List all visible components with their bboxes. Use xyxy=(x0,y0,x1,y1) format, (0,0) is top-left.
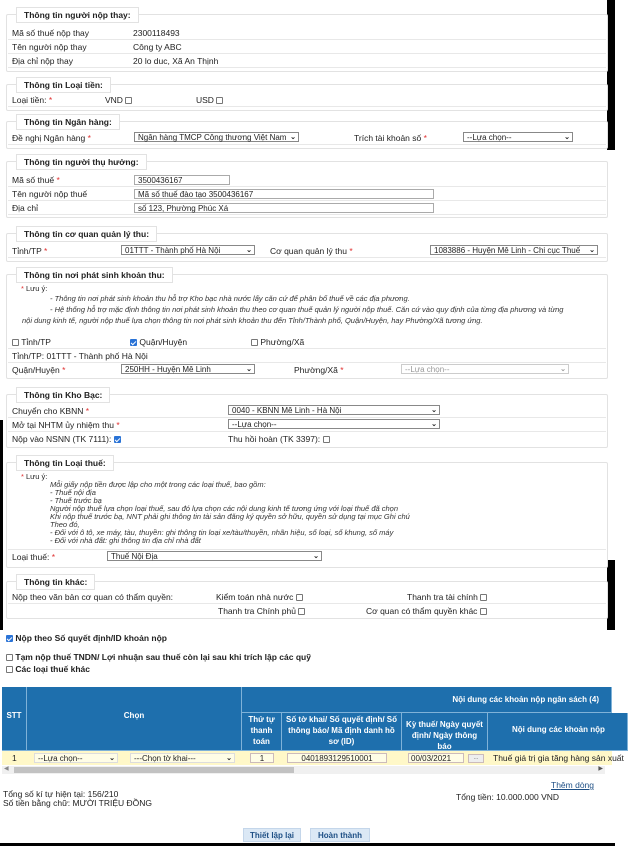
by-decision-checkbox[interactable] xyxy=(6,635,13,642)
bank-value: Ngân hàng TMCP Công thương Việt Nam xyxy=(138,133,287,142)
ward-scope-checkbox[interactable] xyxy=(251,339,258,346)
provisional-checkbox[interactable] xyxy=(6,654,13,661)
bank-section xyxy=(6,117,608,149)
col-header-order: Thứ tự thanh toán xyxy=(242,713,282,751)
required-mark: * xyxy=(85,406,90,416)
payer-substitute-section xyxy=(6,10,608,72)
required-mark: * xyxy=(51,552,56,562)
required-mark: * xyxy=(43,246,48,256)
info-row xyxy=(8,549,606,563)
other-authority-label: Cơ quan có thẩm quyền khác xyxy=(366,606,478,616)
info-row xyxy=(8,187,606,201)
authority-section xyxy=(6,229,608,262)
bank-label: Đề nghị Ngân hàng xyxy=(12,133,86,143)
content-value: Thuế giá trị gia tăng hàng sản xuất xyxy=(493,753,624,763)
chevron-down-icon: ⌄ xyxy=(246,247,252,254)
group-header-budget: Nội dung các khoản nộp ngân sách (4) xyxy=(242,687,612,713)
tax-type-value: Thuế Nội Địa xyxy=(111,552,158,561)
info-row xyxy=(8,432,606,445)
account-label: Trích tài khoản số xyxy=(354,133,422,143)
ward-value: --Lựa chọn-- xyxy=(405,365,450,374)
chevron-down-icon: ⌄ xyxy=(313,553,319,560)
currency-label: Loại tiền: xyxy=(12,95,47,105)
ward-select[interactable] xyxy=(401,364,569,374)
other-taxes-checkbox[interactable] xyxy=(6,666,13,673)
field-value: Công ty ABC xyxy=(133,42,182,52)
chevron-down-icon: ⌄ xyxy=(109,755,115,762)
tax-code-label: Mã số thuế xyxy=(12,175,55,185)
section-title: Thông tin Loại tiền: xyxy=(16,77,111,93)
field-value: 20 lo duc, Xã An Thịnh xyxy=(133,56,219,66)
nhtm-label: Mở tại NHTM ủy nhiệm thu xyxy=(12,420,114,430)
required-mark: * xyxy=(48,95,53,105)
gov-inspect-checkbox[interactable] xyxy=(298,608,305,615)
section-title: Thông tin Loại thuế: xyxy=(16,455,114,471)
info-row xyxy=(8,173,606,187)
add-row-link[interactable]: Thêm dòng xyxy=(551,780,594,790)
tax-type-label: Loại thuế: xyxy=(12,552,50,562)
reset-button[interactable]: Thiết lập lại xyxy=(243,828,301,842)
nhtm-select[interactable] xyxy=(228,419,440,429)
district-value: 250HH - Huyện Mê Linh xyxy=(125,365,211,374)
state-audit-checkbox[interactable] xyxy=(296,594,303,601)
origin-section: Thông tin nơi phát sinh khoản thu: * Lưu ý: - Thông tin nơi phát sinh khoản thu hỗ trợ Kho bạc nhà nước lấy căn cứ để phân bổ thuế về các địa phương. - Hệ thống hỗ trợ mặc định thông tin nơi phát sinh khoản thu theo cơ quan thuế quản lý người nộp thuế. Căn cứ vào quy định của từng địa phương và từng nội dung kinh tế, người nộp thuế lựa chọn thông tin nơi phát sinh khoản thu đến Tỉnh/Thành phố, Quận/Huyện, hay Phường/Xã tương ứng. Tỉnh/TP Quận/Huyện Phường/Xã Tỉnh/TP: 01TTT - Thành phố Hà Nội Quận/Huyện * 250HH - Huyện Mê Linh ⌄ Phường/Xã * --Lựa chọn-- ⌄ xyxy=(6,274,608,379)
address-input[interactable] xyxy=(134,203,434,213)
info-row xyxy=(8,590,606,604)
usd-checkbox[interactable] xyxy=(216,97,223,104)
info-row xyxy=(8,40,606,54)
other-section xyxy=(6,577,608,619)
scrollbar-thumb[interactable] xyxy=(14,767,294,773)
kbnn-value: 0040 - KBNN Mê Linh - Hà Nội xyxy=(232,406,342,415)
chevron-down-icon: ⌄ xyxy=(246,366,252,373)
note-line: Khi nộp thuế trước bạ, NNT phải ghi thông tin tài sản đăng ký quyền sở hữu, quyền sử dụng tại mục Ghi chú xyxy=(50,512,410,521)
agency-select[interactable] xyxy=(430,245,598,255)
declaration-value: ---Chọn tờ khai--- xyxy=(134,754,196,763)
gov-inspect-label: Thanh tra Chính phủ xyxy=(218,606,296,616)
info-row xyxy=(8,418,606,432)
screenshot-edge xyxy=(0,420,3,630)
required-mark: * xyxy=(423,133,427,143)
info-row xyxy=(8,363,606,376)
usd-label: USD xyxy=(196,95,214,105)
tax-type-section: Thông tin Loại thuế: * Lưu ý: Mỗi giấy nộp tiền được lập cho một trong các loại thuế, bao gồm: - Thuế nội địa - Thuế trước bạ Người nộp thuế lựa chọn loại thuế, sau đó lựa chọn các nội dung kinh tế tương ứng với loại thuế đã chọn Khi nộp thuế trước bạ, NNT phải ghi thông tin tài sản đăng ký quyền sở hữu, quyền sử dụng tại mục Ghi chú Theo đó, - Đối với ô tô, xe máy, tàu, thuyền: ghi thông tin loại xe/tàu/thuyền, nhãn hiệu, số loại, số khung, số máy - Đối với nhà đất: ghi thông tin địa chỉ nhà đất Loại thuế: * Thuế Nội Địa ⌄ xyxy=(6,462,608,568)
field-label: Mã số thuế nộp thay xyxy=(12,28,90,38)
tax-type-select[interactable] xyxy=(107,551,322,561)
address-value: số 123, Phường Phúc Xá xyxy=(138,204,229,213)
note-line: - Thuế trước bạ xyxy=(50,496,102,505)
chevron-down-icon: ⌄ xyxy=(290,134,296,141)
section-title: Thông tin người thụ hưởng: xyxy=(16,154,147,170)
currency-section xyxy=(6,80,608,111)
province-label: Tỉnh/TP xyxy=(12,246,42,256)
finance-inspect-checkbox[interactable] xyxy=(480,594,487,601)
info-row xyxy=(8,131,606,145)
chevron-down-icon: ⌄ xyxy=(564,134,570,141)
field-label: Tên người nộp thay xyxy=(12,42,87,52)
district-scope-label: Quận/Huyện xyxy=(139,337,188,347)
col-header-doc: Số tờ khai/ Số quyết định/ Số thông báo/ Mã định danh hồ sơ (ID) xyxy=(282,713,402,751)
ward-scope-label: Phường/Xã xyxy=(260,337,305,347)
by-decision-option[interactable] xyxy=(6,633,167,643)
category-value: --Lựa chọn-- xyxy=(38,754,83,763)
required-mark: * xyxy=(349,246,353,256)
province-scope-checkbox[interactable] xyxy=(12,339,19,346)
col-header-choose: Chọn xyxy=(27,687,242,751)
chevron-down-icon: ⌄ xyxy=(589,247,595,254)
info-row xyxy=(8,604,606,617)
provisional-label: Tạm nộp thuế TNDN/ Lợi nhuận sau thuế còn lại sau khi trích lập các quỹ xyxy=(15,652,311,662)
account-value: --Lựa chọn-- xyxy=(467,133,512,142)
tax-code-value: 3500436167 xyxy=(138,176,183,185)
state-audit-label: Kiểm toán nhà nước xyxy=(216,592,294,602)
by-decision-label: Nộp theo Số quyết định/ID khoản nộp xyxy=(15,633,167,643)
authority-doc-label: Nộp theo văn bản cơ quan có thẩm quyền: xyxy=(12,592,174,602)
provisional-option[interactable] xyxy=(6,652,311,662)
province-value: 01TTT - Thành phố Hà Nội xyxy=(125,246,221,255)
amount-in-words: Số tiền bằng chữ: MƯỜI TRIỆU ĐỒNG xyxy=(3,798,153,808)
vnd-label: VND xyxy=(105,95,123,105)
nsnn-label: Nộp vào NSNN (TK 7111): xyxy=(12,434,112,444)
section-title: Thông tin người nộp thay: xyxy=(16,7,139,23)
note-line: Người nộp thuế lựa chọn loại thuế, sau đó lựa chọn các nội dung kinh tế tương ứng với loại thuế đã chọn xyxy=(50,504,399,513)
doc-number-value: 0401893129510001 xyxy=(301,754,373,763)
order-value: 1 xyxy=(259,754,265,763)
required-mark: * xyxy=(87,133,91,143)
section-title: Thông tin khác: xyxy=(16,574,95,590)
payment-table xyxy=(2,687,624,765)
scope-options-row xyxy=(8,335,606,349)
agency-label: Cơ quan quản lý thu xyxy=(270,246,347,256)
province-scope-label: Tỉnh/TP xyxy=(21,337,51,347)
screenshot-edge xyxy=(607,0,615,150)
other-taxes-option[interactable] xyxy=(6,664,90,674)
table-row xyxy=(2,751,624,765)
date-picker-button[interactable] xyxy=(468,754,484,763)
doc-number-input[interactable] xyxy=(287,753,387,763)
address-label: Địa chỉ xyxy=(12,203,38,213)
ward-label: Phường/Xã xyxy=(294,365,338,375)
note-line: - Thuế nội địa xyxy=(50,488,96,497)
note-title: Lưu ý: xyxy=(26,472,48,481)
province-select[interactable] xyxy=(121,245,255,255)
ellipsis-icon: ... xyxy=(473,755,479,761)
note-line: - Thông tin nơi phát sinh khoản thu hỗ trợ Kho bạc nhà nước lấy căn cứ để phân bổ thuế về các địa phương. xyxy=(50,294,410,303)
chevron-down-icon: ⌄ xyxy=(431,407,437,414)
agency-value: 1083886 - Huyện Mê Linh - Chi cục Thuế xyxy=(434,246,581,255)
info-row xyxy=(8,404,606,418)
district-select[interactable] xyxy=(121,364,255,374)
required-mark: * xyxy=(56,175,60,185)
district-label: Quận/Huyện xyxy=(12,365,60,375)
row-stt: 1 xyxy=(12,753,17,763)
order-input[interactable] xyxy=(250,753,274,763)
beneficiary-section xyxy=(6,157,608,218)
finance-inspect-label: Thanh tra tài chính xyxy=(407,592,478,602)
note-line: Mỗi giấy nộp tiền được lập cho một trong các loại thuế, bao gồm: xyxy=(50,480,266,489)
info-row xyxy=(8,54,606,68)
section-title: Thông tin nơi phát sinh khoản thu: xyxy=(16,267,173,283)
info-row xyxy=(8,93,606,107)
taxpayer-name-label: Tên người nộp thuế xyxy=(12,189,88,199)
kbnn-select[interactable] xyxy=(228,405,440,415)
category-select[interactable] xyxy=(34,753,118,763)
kbnn-label: Chuyển cho KBNN xyxy=(12,406,84,416)
period-value: 00/03/2021 xyxy=(411,754,452,763)
note-line: Theo đó, xyxy=(50,520,80,529)
tax-code-input[interactable] xyxy=(134,175,230,185)
horizontal-scrollbar[interactable] xyxy=(2,766,605,774)
total-amount: Tổng tiền: 10.000.000 VND xyxy=(456,792,560,802)
required-mark: * xyxy=(116,420,120,430)
done-button[interactable]: Hoàn thành xyxy=(310,828,370,842)
taxpayer-name-value: Mã số thuế đào tạo 3500436167 xyxy=(138,190,254,199)
char-count: Tổng số kí tự hiện tại: 156/210 xyxy=(3,789,119,799)
chevron-down-icon: ⌄ xyxy=(431,421,437,428)
section-title: Thông tin Kho Bạc: xyxy=(16,387,110,403)
col-header-stt: STT xyxy=(2,687,27,751)
province-line: Tỉnh/TP: 01TTT - Thành phố Hà Nội xyxy=(12,351,148,361)
note-line: - Đối với ô tô, xe máy, tàu, thuyền: ghi thông tin loại xe/tàu/thuyền, nhãn hiệu, số loại, số khung, số máy xyxy=(50,528,394,537)
account-select[interactable] xyxy=(463,132,573,142)
taxpayer-name-input[interactable] xyxy=(134,189,434,199)
district-scope-checkbox[interactable] xyxy=(130,339,137,346)
bank-select[interactable] xyxy=(134,132,299,142)
screenshot-edge xyxy=(607,560,615,630)
period-input[interactable] xyxy=(408,753,464,763)
note-line: nội dung kinh tế, người nộp thuế lựa chọn thông tin nơi phát sinh khoản thu đến Tỉnh/Thành phố, Quận/Huyện, hay Phường/Xã tương ứng. xyxy=(22,316,483,325)
nhtm-value: --Lựa chọn-- xyxy=(232,420,277,429)
info-row xyxy=(8,244,606,258)
nsnn-checkbox[interactable] xyxy=(114,436,121,443)
info-row xyxy=(8,26,606,40)
required-mark: * xyxy=(62,365,66,375)
note-title: Lưu ý: xyxy=(26,284,48,293)
scroll-right-icon[interactable]: ▶ xyxy=(598,766,603,772)
required-mark: * xyxy=(340,365,344,375)
info-row xyxy=(8,349,606,363)
declaration-select[interactable] xyxy=(130,753,235,763)
other-authority-checkbox[interactable] xyxy=(480,608,487,615)
chevron-down-icon: ⌄ xyxy=(226,755,232,762)
scroll-left-icon[interactable]: ◀ xyxy=(4,766,9,772)
other-taxes-label: Các loại thuế khác xyxy=(15,664,91,674)
note-line: - Hệ thống hỗ trợ mặc định thông tin nơi phát sinh khoản thu theo cơ quan thuế quản lý người nộp thuế. Căn cứ vào quy định của từng địa phương và từng xyxy=(50,305,564,314)
col-header-content: Nội dung các khoản nộp xyxy=(488,713,628,751)
treasury-section xyxy=(6,390,608,448)
vnd-checkbox[interactable] xyxy=(125,97,132,104)
section-title: Thông tin Ngân hàng: xyxy=(16,114,120,130)
info-row xyxy=(8,201,606,215)
refund-checkbox[interactable] xyxy=(323,436,330,443)
note-line: - Đối với nhà đất: ghi thông tin địa chỉ nhà đất xyxy=(50,536,201,545)
chevron-down-icon: ⌄ xyxy=(560,366,566,373)
col-header-period: Kỳ thuế/ Ngày quyết định/ Ngày thông báo xyxy=(402,713,488,751)
field-value: 2300118493 xyxy=(133,28,180,38)
section-title: Thông tin cơ quan quản lý thu: xyxy=(16,226,157,242)
refund-label: Thu hồi hoàn (TK 3397): xyxy=(228,434,321,444)
field-label: Địa chỉ nộp thay xyxy=(12,56,73,66)
